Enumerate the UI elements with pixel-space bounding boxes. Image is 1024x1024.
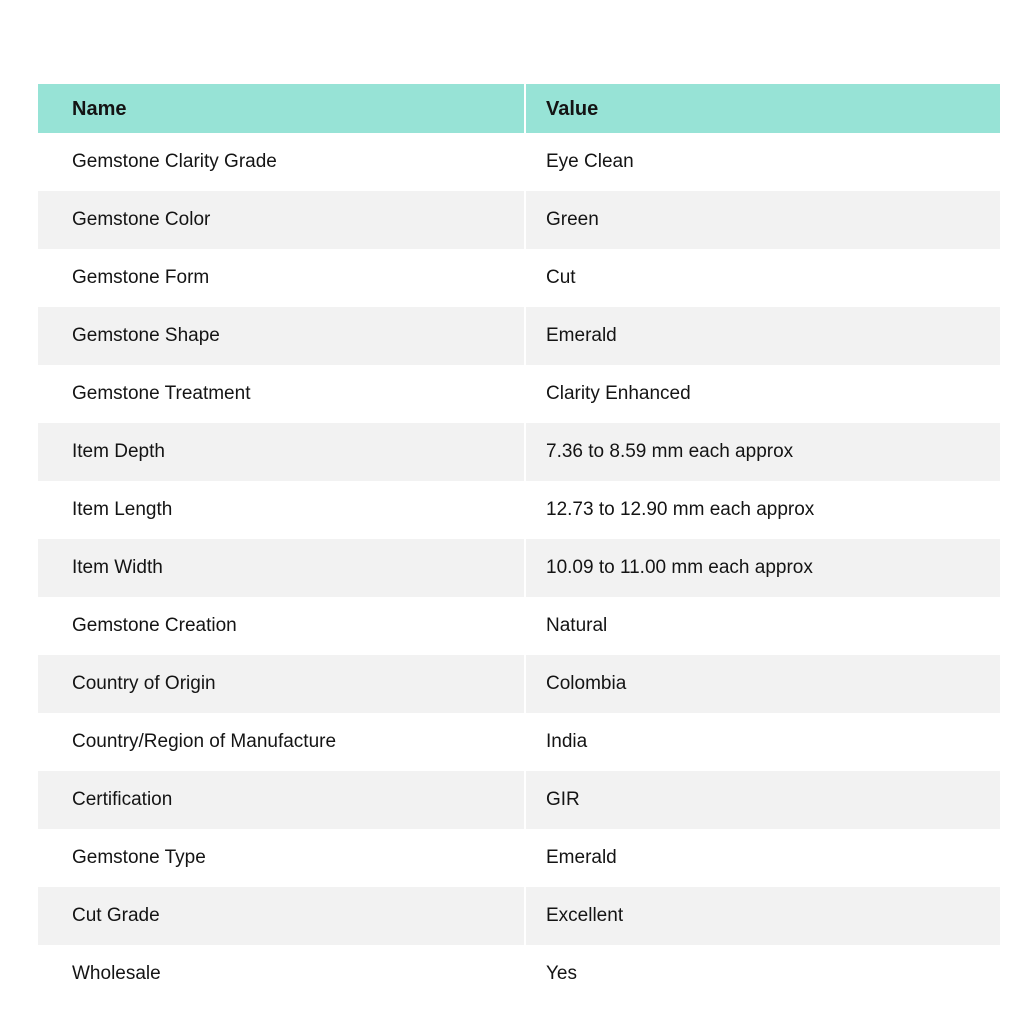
row-value-cell: Clarity Enhanced [526,365,1000,423]
row-value-cell: Colombia [526,655,1000,713]
row-name-cell: Certification [38,771,524,829]
table-row [38,771,1000,829]
row-name-cell: Gemstone Color [38,191,524,249]
row-name-cell: Wholesale [38,945,524,1003]
row-value-cell: India [526,713,1000,771]
row-name-cell: Gemstone Creation [38,597,524,655]
item-specifics-table [38,84,1000,1003]
table-row [38,713,1000,771]
row-value-cell: Green [526,191,1000,249]
table-row [38,655,1000,713]
table-row [38,249,1000,307]
table-header-row [38,84,1000,133]
table-row [38,829,1000,887]
table-row [38,191,1000,249]
table-row [38,945,1000,1003]
row-name-cell: Cut Grade [38,887,524,945]
row-name-cell: Country of Origin [38,655,524,713]
row-value-cell: Emerald [526,829,1000,887]
row-name-cell: Gemstone Type [38,829,524,887]
table-row [38,539,1000,597]
table-row [38,133,1000,191]
row-value-cell: 7.36 to 8.59 mm each approx [526,423,1000,481]
table-row [38,481,1000,539]
row-name-cell: Gemstone Form [38,249,524,307]
row-name-cell: Item Length [38,481,524,539]
row-name-cell: Item Depth [38,423,524,481]
row-value-cell: Natural [526,597,1000,655]
row-name-cell: Country/Region of Manufacture [38,713,524,771]
row-value-cell: Yes [526,945,1000,1003]
row-value-cell: Emerald [526,307,1000,365]
row-value-cell: Cut [526,249,1000,307]
header-value-cell: Value [526,84,1000,133]
row-name-cell: Gemstone Shape [38,307,524,365]
header-name-cell: Name [38,84,524,133]
table-row [38,365,1000,423]
row-value-cell: 10.09 to 11.00 mm each approx [526,539,1000,597]
row-name-cell: Gemstone Clarity Grade [38,133,524,191]
table-row [38,887,1000,945]
table-row [38,423,1000,481]
table-row [38,597,1000,655]
row-value-cell: 12.73 to 12.90 mm each approx [526,481,1000,539]
row-value-cell: Eye Clean [526,133,1000,191]
row-name-cell: Item Width [38,539,524,597]
row-value-cell: GIR [526,771,1000,829]
table-row [38,307,1000,365]
row-name-cell: Gemstone Treatment [38,365,524,423]
row-value-cell: Excellent [526,887,1000,945]
